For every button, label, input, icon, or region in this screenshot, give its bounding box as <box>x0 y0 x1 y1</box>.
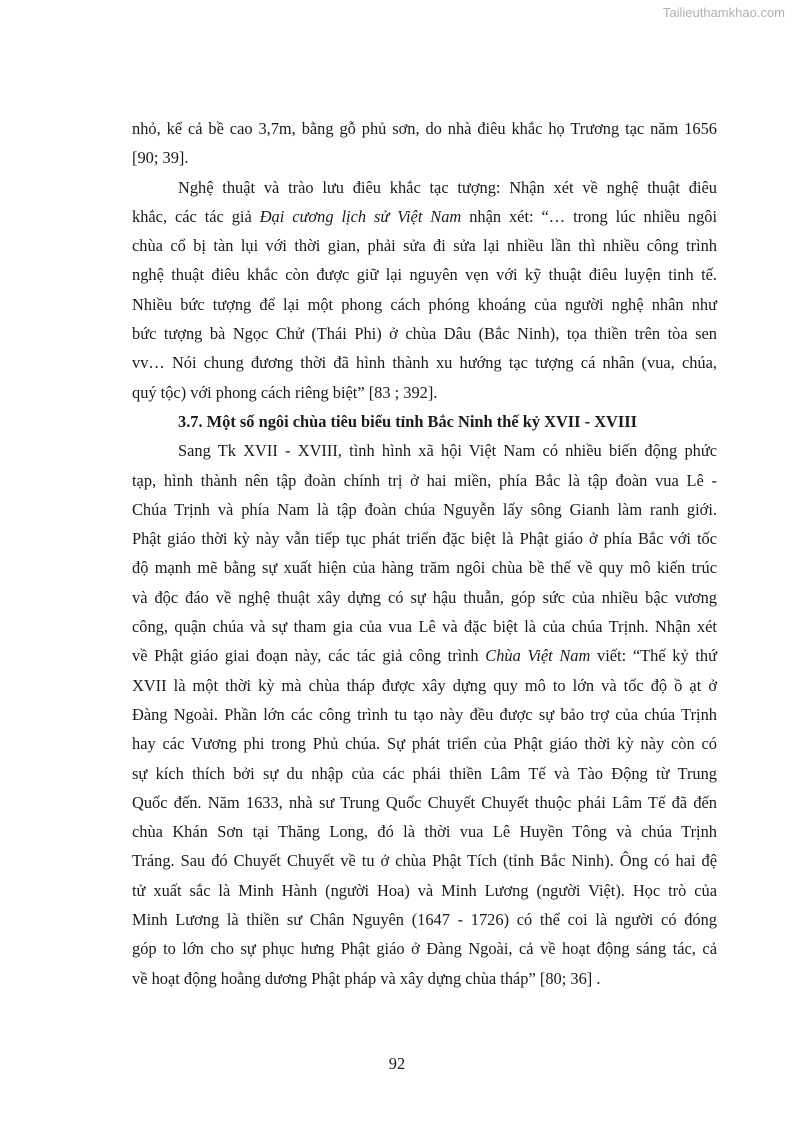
text-line: XVII là một thời kỳ mà chùa tháp được xây dựng quy mô to lớn và tốc độ ồ ạt ở <box>132 675 717 695</box>
text-line <box>132 641 717 670</box>
text-line: góp to lớn cho sự phục hưng Phật giáo ở Đàng Ngoài, cả về hoạt động sáng tác, cả <box>132 939 717 959</box>
text-line: nghệ thuật điêu khắc còn được giữ lại nguyên vẹn với kỹ thuật điêu luyện tinh tế. <box>132 265 717 285</box>
text-line: bức tượng bà Ngọc Chử (Thái Phi) ở chùa Dâu (Bắc Ninh), tọa thiền trên tòa sen <box>132 324 717 344</box>
text-line: công, quận chúa và sự tham gia của vua Lê và đặc biệt là của chúa Trịnh. Nhận xét <box>132 617 717 637</box>
text-line: chùa cổ bị tàn lụi với thời gian, phải sửa đi sửa lại nhiều lần thì nhiều công trình <box>132 236 717 256</box>
book-title-italic: Đại cương lịch sử Việt Nam <box>259 206 462 226</box>
paragraph-sculpture-art <box>132 173 717 407</box>
page-number: 92 <box>388 1054 406 1073</box>
text-line: Đàng Ngoài. Phần lớn các công trình tu tạo này đều được sự bảo trợ của chúa Trịnh <box>132 704 717 724</box>
text-line: nhỏ, kể cả bề cao 3,7m, bằng gỗ phủ sơn, do nhà điêu khắc họ Trương tạc năm 1656 <box>132 119 717 138</box>
text-line: [90; 39]. <box>132 148 189 168</box>
text-span: nhận xét: “… trong lúc nhiều ngôi <box>461 206 718 226</box>
text-line: và độc đáo về nghệ thuật xây dựng có sự hậu thuẫn, góp sức của nhiều bậc vương <box>132 587 717 607</box>
text-line: Nghệ thuật và trào lưu điêu khắc tạc tượng: Nhận xét về nghệ thuật điêu <box>178 177 717 197</box>
paragraph-buddhism-history <box>132 436 717 993</box>
text-line: về hoạt động hoằng dương Phật pháp và xây dựng chùa tháp” [80; 36] . <box>132 968 601 988</box>
text-span: khắc, các tác giả <box>132 206 260 226</box>
text-line: Phật giáo thời kỳ này vẫn tiếp tục phát triển đặc biệt là Phật giáo ở phía Bắc với tốc <box>132 529 717 549</box>
text-line: vv… Nói chung đương thời đã hình thành xu hướng tạc tượng cá nhân (vua, chúa, <box>132 353 717 373</box>
text-span: viết: “Thế kỷ thứ <box>590 646 718 666</box>
text-line: tử xuất sắc là Minh Hành (người Hoa) và Minh Lương (người Việt). Học trò của <box>132 880 717 900</box>
watermark-text: Tailieuthamkhao.com <box>662 5 785 20</box>
text-line: Quốc đến. Năm 1633, nhà sư Trung Quốc Chuyết Chuyết thuộc phái Lâm Tế đã đến <box>132 792 717 812</box>
text-span: về Phật giáo giai đoạn này, các tác giả công trình <box>132 646 486 666</box>
text-line: Sang Tk XVII - XVIII, tình hình xã hội Việt Nam có nhiều biến động phức <box>178 441 717 461</box>
text-line: Minh Lương là thiền sư Chân Nguyên (1647 - 1726) có thể coi là người có đóng <box>132 910 717 930</box>
text-line <box>132 202 717 231</box>
text-line: chùa Khán Sơn tại Thăng Long, đó là thời vua Lê Huyền Tông và chúa Trịnh <box>132 822 717 842</box>
text-line: Nhiều bức tượng để lại một phong cách phóng khoáng của người nghệ nhân như <box>132 294 717 314</box>
text-line: sự kích thích bởi sự du nhập của các phái thiền Lâm Tế và Tào Động từ Trung <box>132 763 717 783</box>
book-title-italic: Chùa Việt Nam <box>485 646 591 666</box>
text-line: độ mạnh mẽ bằng sự xuất hiện của hàng trăm ngôi chùa bề thế về quy mô kiến trúc <box>132 558 717 578</box>
text-line: Tráng. Sau đó Chuyết Chuyết về tu ở chùa Phật Tích (tỉnh Bắc Ninh). Ông có hai đệ <box>132 851 717 871</box>
text-line: quý tộc) với phong cách riêng biệt” [83 ; 392]. <box>132 382 438 402</box>
page-body <box>132 114 717 993</box>
text-line: Chúa Trịnh và phía Nam là tập đoàn chúa Nguyễn lấy sông Gianh làm ranh giới. <box>132 499 717 519</box>
text-line: hay các Vương phi trong Phủ chúa. Sự phát triển của Phật giáo thời kỳ này còn có <box>132 734 717 754</box>
paragraph-sculpture-size <box>132 114 717 173</box>
section-heading: 3.7. Một số ngôi chùa tiêu biểu tỉnh Bắc Ninh thế kỷ XVII - XVIII <box>178 411 638 431</box>
text-line: tạp, hình thành nên tập đoàn chính trị ở hai miền, phía Bắc là tập đoàn vua Lê - <box>132 470 717 490</box>
